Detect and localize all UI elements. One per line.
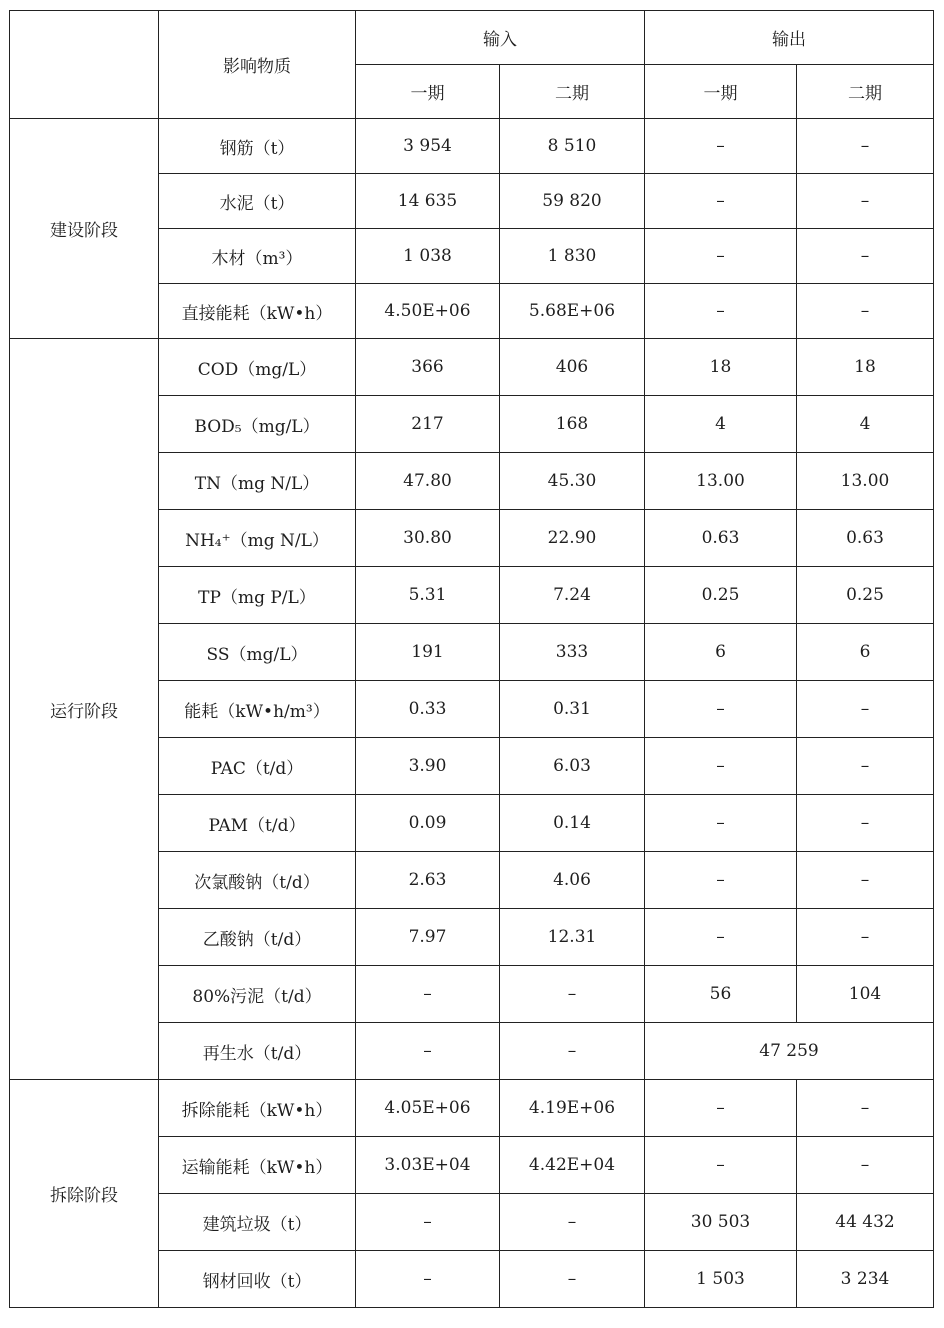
input-phase1-value: – — [356, 966, 500, 1023]
input-phase2-value: – — [500, 1194, 645, 1251]
output-phase1-value: – — [645, 909, 797, 966]
input-phase2-value: 45.30 — [500, 453, 645, 510]
row-name: BOD₅（mg/L） — [159, 396, 356, 453]
output-phase1-value: 0.25 — [645, 567, 797, 624]
output-phase2-value: – — [797, 909, 934, 966]
output-phase1-value: 18 — [645, 339, 797, 396]
input-phase1-value: 0.33 — [356, 681, 500, 738]
output-phase2-value: 3 234 — [797, 1251, 934, 1308]
row-name: 80%污泥（t/d） — [159, 966, 356, 1023]
input-phase1-value: – — [356, 1251, 500, 1308]
output-phase2-value: 6 — [797, 624, 934, 681]
input-phase1-value: 3.03E+04 — [356, 1137, 500, 1194]
input-phase2-value: 22.90 — [500, 510, 645, 567]
output-phase1-value: – — [645, 1137, 797, 1194]
output-phase2-value: – — [797, 229, 934, 284]
row-name: 钢材回收（t） — [159, 1251, 356, 1308]
lca-inventory-table — [9, 10, 934, 1308]
input-phase2-value: 0.14 — [500, 795, 645, 852]
output-phase1-value: 1 503 — [645, 1251, 797, 1308]
output-merged-value: 47 259 — [645, 1023, 934, 1080]
stage-label-construction: 建设阶段 — [10, 119, 159, 339]
header-output-phase2: 二期 — [797, 65, 934, 119]
output-phase1-value: 56 — [645, 966, 797, 1023]
row-name: PAC（t/d） — [159, 738, 356, 795]
input-phase1-value: 1 038 — [356, 229, 500, 284]
output-phase2-value: – — [797, 1080, 934, 1137]
output-phase1-value: – — [645, 795, 797, 852]
output-phase1-value: 0.63 — [645, 510, 797, 567]
output-phase1-value: – — [645, 229, 797, 284]
output-phase2-value: 44 432 — [797, 1194, 934, 1251]
output-phase1-value: 30 503 — [645, 1194, 797, 1251]
input-phase2-value: 6.03 — [500, 738, 645, 795]
input-phase2-value: 4.19E+06 — [500, 1080, 645, 1137]
output-phase1-value: 4 — [645, 396, 797, 453]
output-phase2-value: 104 — [797, 966, 934, 1023]
input-phase2-value: 12.31 — [500, 909, 645, 966]
input-phase1-value: 14 635 — [356, 174, 500, 229]
header-input-phase2: 二期 — [500, 65, 645, 119]
output-phase2-value: 0.63 — [797, 510, 934, 567]
row-name: NH₄⁺（mg N/L） — [159, 510, 356, 567]
row-name: 建筑垃圾（t） — [159, 1194, 356, 1251]
input-phase2-value: – — [500, 1023, 645, 1080]
input-phase2-value: 168 — [500, 396, 645, 453]
input-phase1-value: 4.05E+06 — [356, 1080, 500, 1137]
input-phase2-value: 7.24 — [500, 567, 645, 624]
row-name: 次氯酸钠（t/d） — [159, 852, 356, 909]
row-name: 再生水（t/d） — [159, 1023, 356, 1080]
output-phase2-value: 4 — [797, 396, 934, 453]
output-phase1-value: 6 — [645, 624, 797, 681]
input-phase2-value: 4.06 — [500, 852, 645, 909]
output-phase1-value: – — [645, 174, 797, 229]
header-input: 输入 — [356, 11, 645, 65]
header-input-phase1: 一期 — [356, 65, 500, 119]
input-phase1-value: 217 — [356, 396, 500, 453]
row-name: 能耗（kW•h/m³） — [159, 681, 356, 738]
row-name: TN（mg N/L） — [159, 453, 356, 510]
header-item: 影响物质 — [159, 11, 356, 119]
input-phase2-value: 4.42E+04 — [500, 1137, 645, 1194]
output-phase2-value: – — [797, 795, 934, 852]
row-name: SS（mg/L） — [159, 624, 356, 681]
output-phase1-value: – — [645, 119, 797, 174]
table-row — [10, 119, 934, 174]
output-phase2-value: 13.00 — [797, 453, 934, 510]
input-phase2-value: 406 — [500, 339, 645, 396]
header-corner-cell — [10, 11, 159, 119]
output-phase1-value: 13.00 — [645, 453, 797, 510]
input-phase1-value: 2.63 — [356, 852, 500, 909]
input-phase2-value: 5.68E+06 — [500, 284, 645, 339]
input-phase1-value: – — [356, 1194, 500, 1251]
output-phase2-value: – — [797, 738, 934, 795]
input-phase2-value: – — [500, 966, 645, 1023]
input-phase2-value: 8 510 — [500, 119, 645, 174]
input-phase1-value: 5.31 — [356, 567, 500, 624]
row-name: 直接能耗（kW•h） — [159, 284, 356, 339]
output-phase1-value: – — [645, 852, 797, 909]
input-phase2-value: 0.31 — [500, 681, 645, 738]
input-phase2-value: 1 830 — [500, 229, 645, 284]
row-name: PAM（t/d） — [159, 795, 356, 852]
row-name: COD（mg/L） — [159, 339, 356, 396]
input-phase1-value: 7.97 — [356, 909, 500, 966]
row-name: 拆除能耗（kW•h） — [159, 1080, 356, 1137]
row-name: 乙酸钠（t/d） — [159, 909, 356, 966]
input-phase1-value: 3.90 — [356, 738, 500, 795]
input-phase1-value: 4.50E+06 — [356, 284, 500, 339]
output-phase2-value: – — [797, 852, 934, 909]
output-phase1-value: – — [645, 738, 797, 795]
stage-label-demolition: 拆除阶段 — [10, 1080, 159, 1308]
output-phase1-value: – — [645, 681, 797, 738]
input-phase1-value: 47.80 — [356, 453, 500, 510]
header-row-main — [10, 11, 934, 65]
output-phase2-value: – — [797, 119, 934, 174]
output-phase1-value: – — [645, 284, 797, 339]
header-output: 输出 — [645, 11, 934, 65]
table-row — [10, 1080, 934, 1137]
table-row — [10, 339, 934, 396]
output-phase2-value: 18 — [797, 339, 934, 396]
input-phase2-value: – — [500, 1251, 645, 1308]
output-phase2-value: 0.25 — [797, 567, 934, 624]
input-phase1-value: – — [356, 1023, 500, 1080]
row-name: 运输能耗（kW•h） — [159, 1137, 356, 1194]
row-name: 水泥（t） — [159, 174, 356, 229]
input-phase1-value: 30.80 — [356, 510, 500, 567]
row-name: TP（mg P/L） — [159, 567, 356, 624]
row-name: 木材（m³） — [159, 229, 356, 284]
output-phase1-value: – — [645, 1080, 797, 1137]
output-phase2-value: – — [797, 174, 934, 229]
input-phase2-value: 59 820 — [500, 174, 645, 229]
input-phase1-value: 0.09 — [356, 795, 500, 852]
input-phase1-value: 366 — [356, 339, 500, 396]
stage-label-operation: 运行阶段 — [10, 339, 159, 1080]
header-output-phase1: 一期 — [645, 65, 797, 119]
output-phase2-value: – — [797, 681, 934, 738]
output-phase2-value: – — [797, 1137, 934, 1194]
row-name: 钢筋（t） — [159, 119, 356, 174]
output-phase2-value: – — [797, 284, 934, 339]
input-phase1-value: 191 — [356, 624, 500, 681]
input-phase2-value: 333 — [500, 624, 645, 681]
input-phase1-value: 3 954 — [356, 119, 500, 174]
